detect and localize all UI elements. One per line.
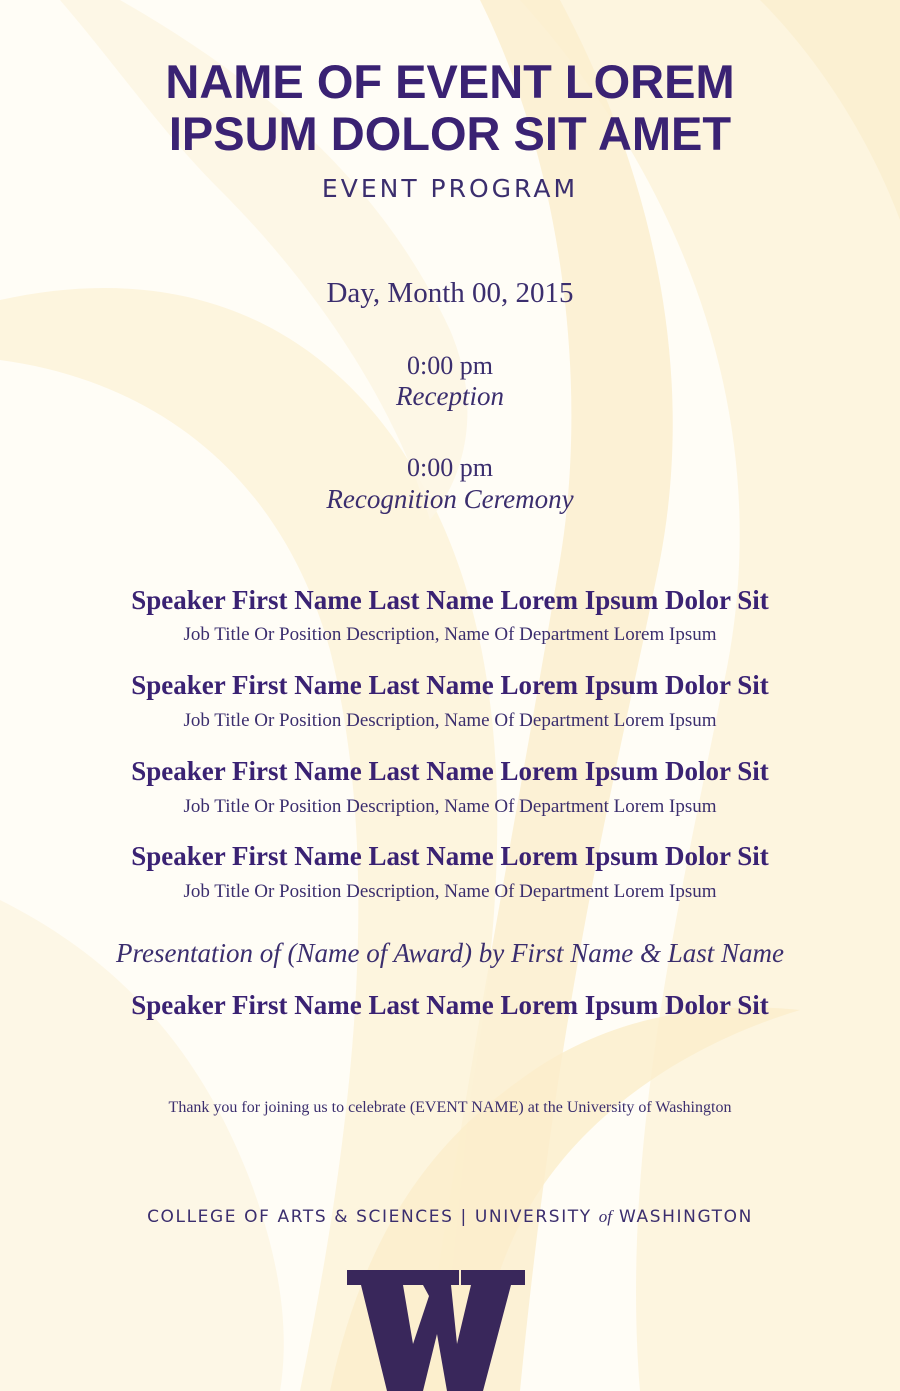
university-name-of: of	[598, 1207, 613, 1226]
university-name-prefix: UNIVERSITY	[474, 1207, 592, 1227]
schedule-label-reception: Reception	[396, 381, 504, 411]
speaker-title-1: Job Title Or Position Description, Name Of Department Lorem Ipsum	[183, 624, 717, 645]
award-speaker-name: Speaker First Name Last Name Lorem Ipsum Dolor Sit	[131, 990, 769, 1020]
speaker-name-1: Speaker First Name Last Name Lorem Ipsum Dolor Sit	[131, 585, 769, 615]
schedule-time-2: 0:00 pm	[407, 453, 493, 482]
speaker-title-4: Job Title Or Position Description, Name Of Department Lorem Ipsum	[183, 881, 717, 902]
university-name-suffix: WASHINGTON	[619, 1207, 753, 1227]
speaker-name-3: Speaker First Name Last Name Lorem Ipsum Dolor Sit	[131, 756, 769, 786]
event-title-line-2: IPSUM DOLOR SIT AMET	[168, 107, 732, 160]
college-wordmark	[0, 1207, 900, 1227]
event-program-subtitle: EVENT PROGRAM	[321, 174, 579, 203]
event-title-line-1: NAME OF EVENT LOREM	[165, 55, 735, 108]
speaker-title-2: Job Title Or Position Description, Name Of Department Lorem Ipsum	[183, 710, 717, 731]
event-date: Day, Month 00, 2015	[326, 277, 574, 309]
award-presentation: Presentation of (Name of Award) by First Name & Last Name	[116, 938, 784, 968]
schedule-label-ceremony: Recognition Ceremony	[326, 484, 574, 514]
speaker-name-2: Speaker First Name Last Name Lorem Ipsum Dolor Sit	[131, 670, 769, 700]
college-name: COLLEGE OF ARTS & SCIENCES	[147, 1207, 454, 1227]
wordmark-separator: |	[460, 1207, 468, 1227]
speaker-name-4: Speaker First Name Last Name Lorem Ipsum Dolor Sit	[131, 841, 769, 871]
thank-you-note: Thank you for joining us to celebrate (EVENT NAME) at the University of Washington	[168, 1099, 732, 1116]
speaker-title-3: Job Title Or Position Description, Name Of Department Lorem Ipsum	[183, 796, 717, 817]
schedule-time-1: 0:00 pm	[407, 351, 493, 380]
uw-w-logo	[347, 1270, 525, 1391]
